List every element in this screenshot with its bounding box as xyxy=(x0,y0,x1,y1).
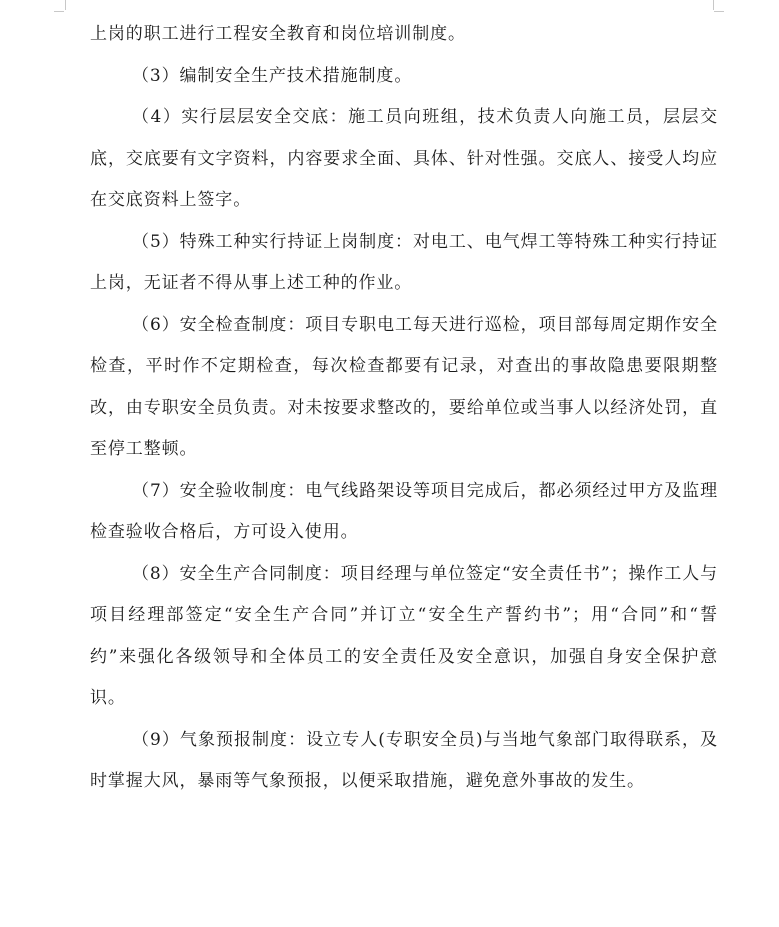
crop-mark-top-left-horizontal xyxy=(54,10,64,12)
paragraph-item-6: （6）安全检查制度：项目专职电工每天进行巡检，项目部每周定期作安全检查，平时作不定期检查，每次检查都要有记录，对查出的事故隐患要限期整改，由专职安全员负责。对未按要求整改的，要给单位或当事人以经济处罚，直至停工整顿。 xyxy=(90,314,718,459)
crop-mark-top-left-vertical xyxy=(64,0,66,10)
paragraph-item-3: （3）编制安全生产技术措施制度。 xyxy=(132,65,413,86)
paragraph-item-9: （9）气象预报制度：设立专人(专职安全员)与当地气象部门取得联系，及时掌握大风，暴雨等气象预报，以便采取措施，避免意外事故的发生。 xyxy=(90,729,718,791)
paragraph-item-7: （7）安全验收制度：电气线路架设等项目完成后，都必须经过甲方及监理检查验收合格后，方可设入使用。 xyxy=(90,480,718,542)
paragraph-item-4: （4）实行层层安全交底：施工员向班组，技术负责人向施工员，层层交底，交底要有文字资料，内容要求全面、具体、针对性强。交底人、接受人均应在交底资料上签字。 xyxy=(90,107,718,210)
document-body xyxy=(90,14,718,803)
paragraph-item-8: （8）安全生产合同制度：项目经理与单位签定“安全责任书”；操作工人与项目经理部签定“安全生产合同”并订立“安全生产誓约书”；用“合同”和“誓约”来强化各级领导和全体员工的安全责任及安全意识，加强自身安全保护意识。 xyxy=(90,563,718,708)
crop-mark-top-right-vertical xyxy=(713,0,715,10)
paragraph-item-5: （5）特殊工种实行持证上岗制度：对电工、电气焊工等特殊工种实行持证上岗，无证者不得从事上述工种的作业。 xyxy=(90,231,718,293)
paragraph-continuation: 上岗的职工进行工程安全教育和岗位培训制度。 xyxy=(90,24,466,44)
crop-mark-top-right-horizontal xyxy=(714,10,724,12)
